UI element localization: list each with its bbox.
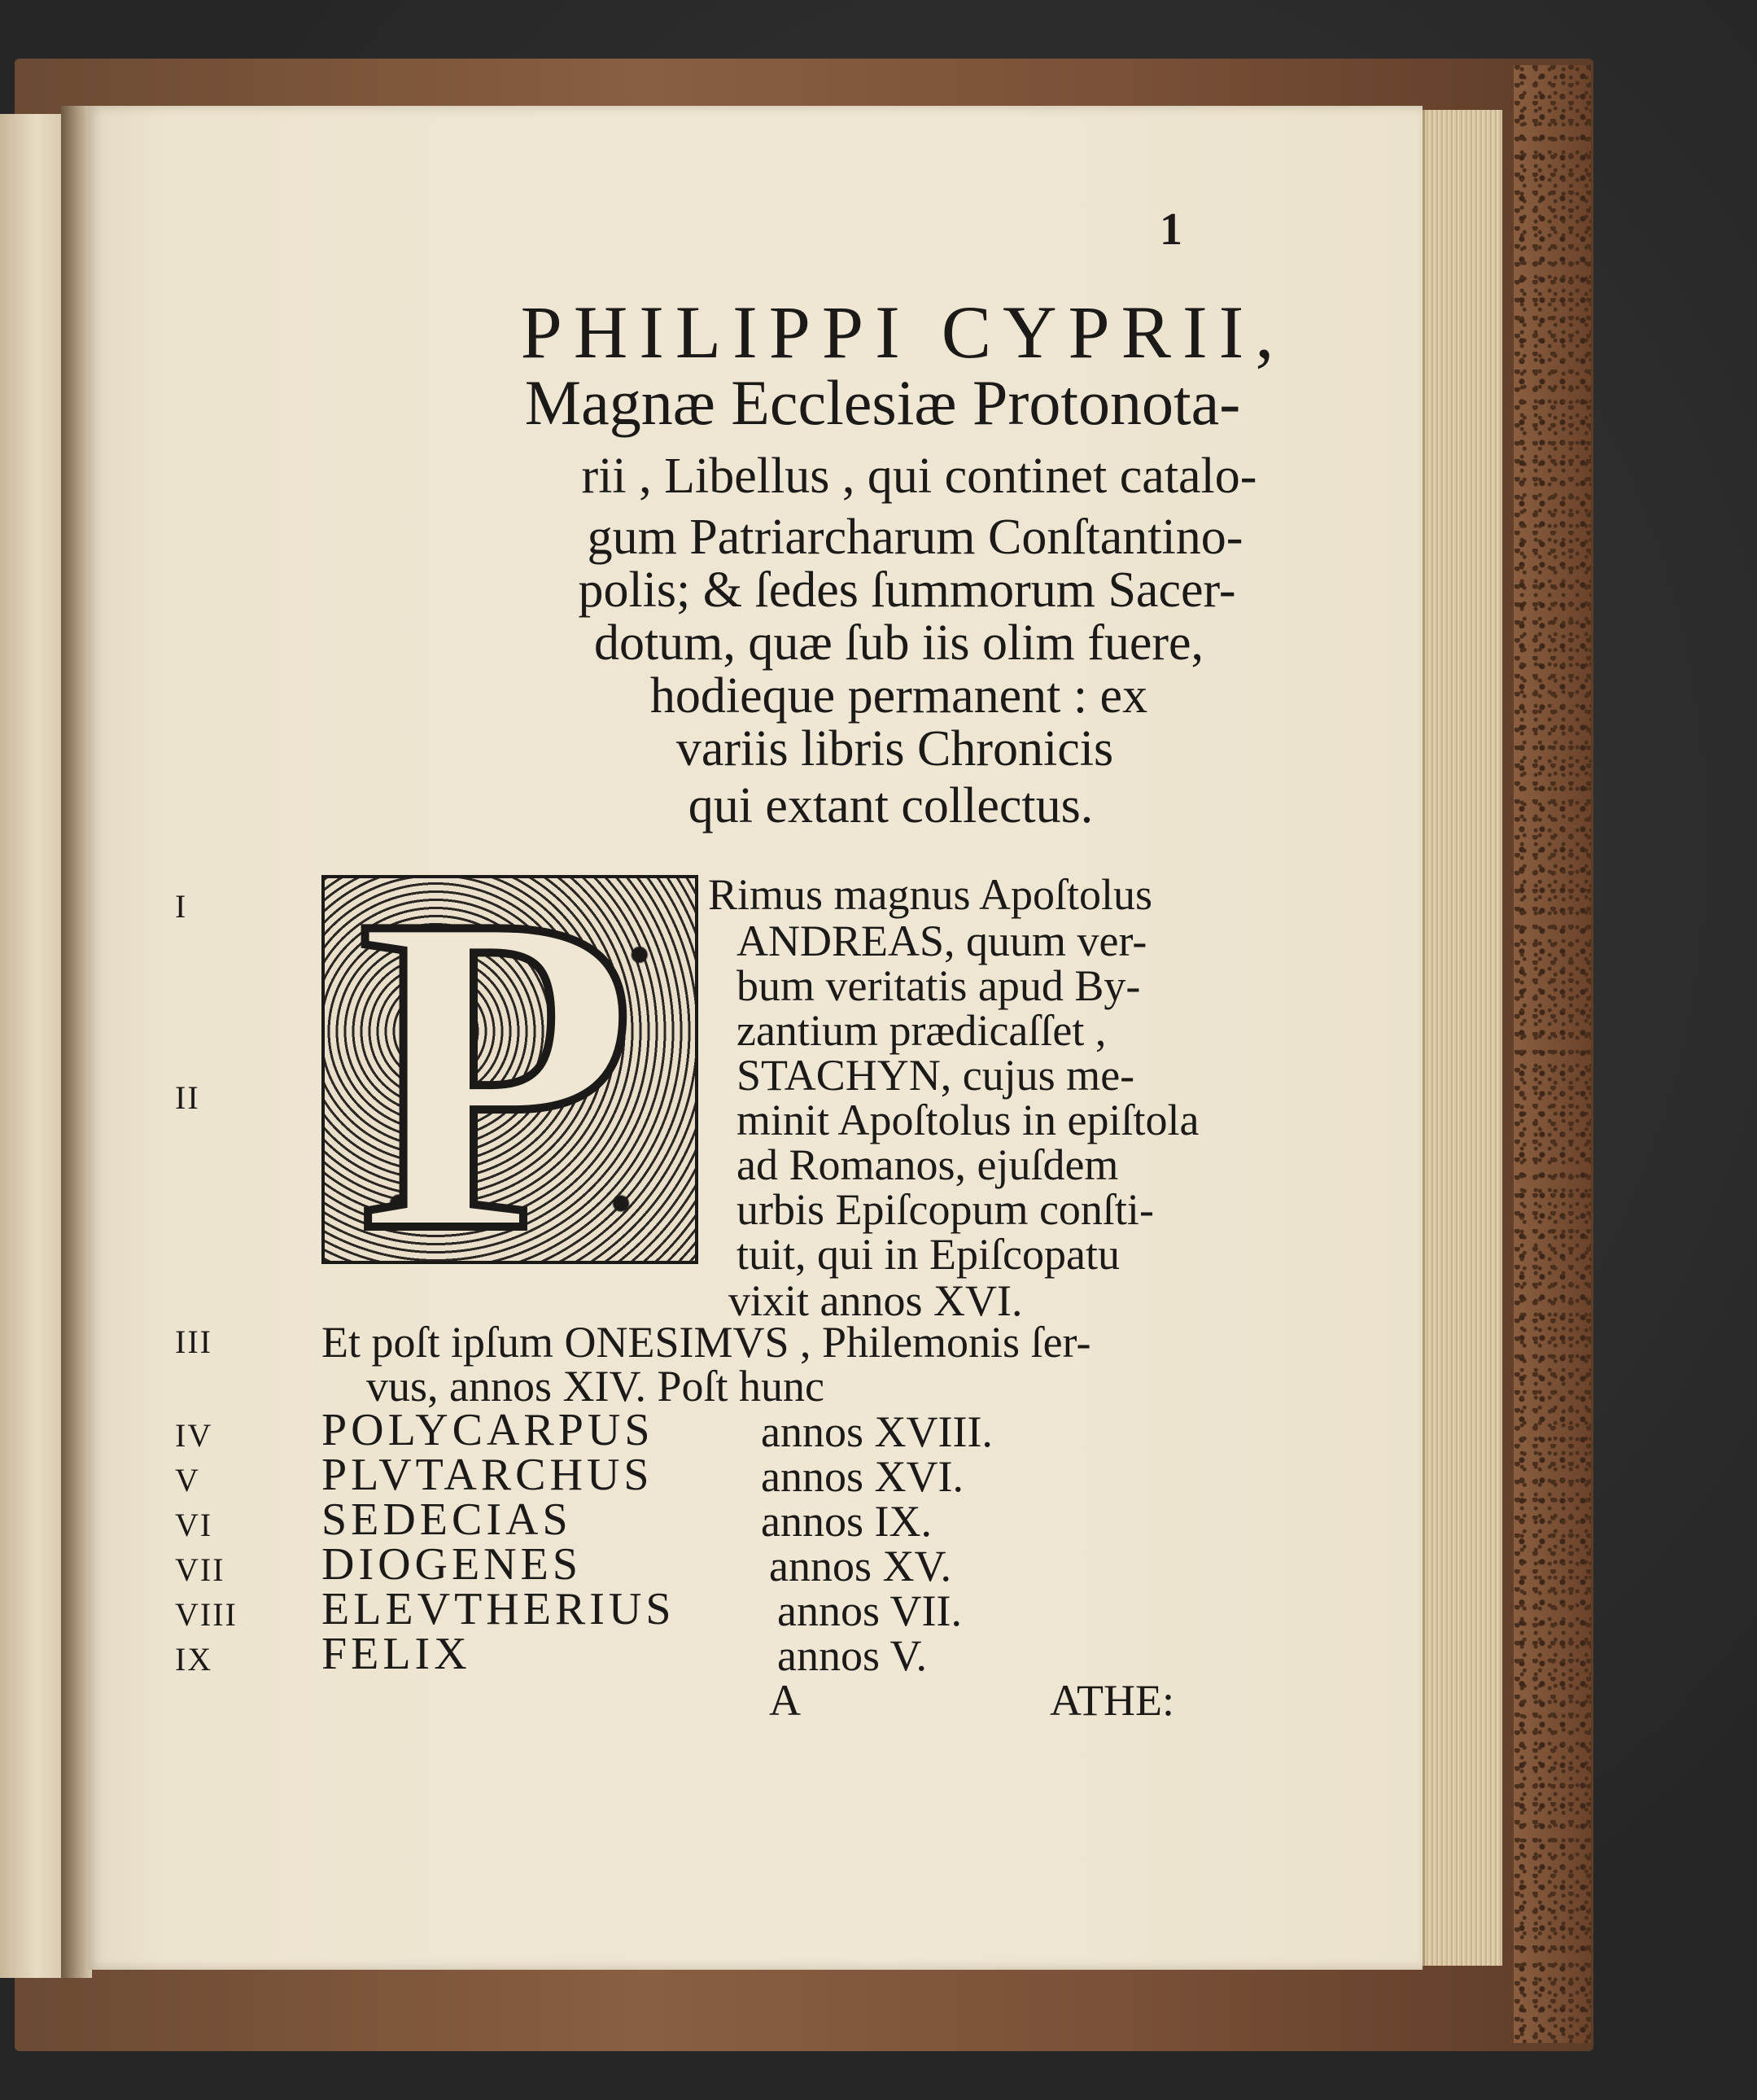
intro-line: tuit, qui in Epiſcopatu <box>736 1230 1120 1279</box>
patriarch-name: PLVTARCHUS <box>321 1450 653 1500</box>
margin-numeral: I <box>175 888 188 925</box>
patriarch-years: annos XVI. <box>761 1452 964 1501</box>
margin-numeral: IV <box>175 1417 213 1454</box>
title-line: rii , Libellus , qui continet catalo- <box>581 448 1257 504</box>
intro-line: Rimus magnus Apoſtolus <box>708 870 1153 919</box>
intro-line: minit Apoſtolus in epiſtola <box>736 1096 1200 1144</box>
margin-numeral: VI <box>175 1507 213 1543</box>
patriarch-years: annos XV. <box>769 1542 952 1590</box>
margin-numeral: II <box>175 1079 200 1116</box>
title-line: qui extant collectus. <box>688 778 1094 833</box>
patriarch-years: annos VII. <box>777 1586 962 1635</box>
patriarch-years: annos V. <box>777 1631 928 1680</box>
intro-line: STACHYN, cujus me- <box>736 1051 1135 1100</box>
title-line: hodieque permanent : ex <box>649 668 1148 724</box>
intro-line: ANDREAS, quum ver- <box>736 917 1147 965</box>
patriarch-name: SEDECIAS <box>321 1494 572 1545</box>
margin-numeral: III <box>175 1323 212 1360</box>
title-line: gum Patriarcharum Conſtantino- <box>587 510 1243 565</box>
patriarch-years: annos IX. <box>761 1497 932 1546</box>
title-line: dotum, quæ ſub iis olim fuere, <box>593 615 1204 671</box>
onesimus-line: vus, annos XIV. Poſt hunc <box>366 1362 825 1411</box>
intro-line: urbis Epiſcopum conſti- <box>736 1185 1154 1234</box>
catchword: ATHE: <box>1050 1676 1174 1725</box>
intro-line: vixit annos XVI. <box>728 1276 1023 1325</box>
patriarch-name: DIOGENES <box>321 1539 582 1590</box>
title-line: polis; & ſedes ſummorum Sacer- <box>578 562 1236 618</box>
patriarch-years: annos XVIII. <box>761 1407 993 1456</box>
margin-numeral: VIII <box>175 1596 238 1633</box>
onesimus-line: Et poſt ipſum ONESIMVS , Philemonis ſer- <box>321 1318 1091 1367</box>
patriarch-name: ELEVTHERIUS <box>321 1584 675 1634</box>
patriarch-name: FELIX <box>321 1629 471 1679</box>
initial-letter: P <box>357 875 636 1264</box>
ornamental-initial <box>321 875 698 1264</box>
title-line: variis libris Chronicis <box>675 721 1114 777</box>
intro-line: bum veritatis apud By- <box>736 961 1141 1010</box>
page-number: 1 <box>1160 204 1182 255</box>
margin-numeral: IX <box>175 1641 213 1678</box>
title-line: Magnæ Ecclesiæ Protonota- <box>524 367 1241 438</box>
signature-mark: A <box>769 1676 801 1725</box>
title-author: PHILIPPI CYPRII, <box>520 291 1286 374</box>
margin-numeral: V <box>175 1462 200 1498</box>
patriarch-name: POLYCARPUS <box>321 1405 654 1455</box>
margin-numeral: VII <box>175 1551 225 1588</box>
intro-line: ad Romanos, ejuſdem <box>736 1140 1119 1189</box>
intro-line: zantium prædicaſſet , <box>736 1006 1107 1055</box>
